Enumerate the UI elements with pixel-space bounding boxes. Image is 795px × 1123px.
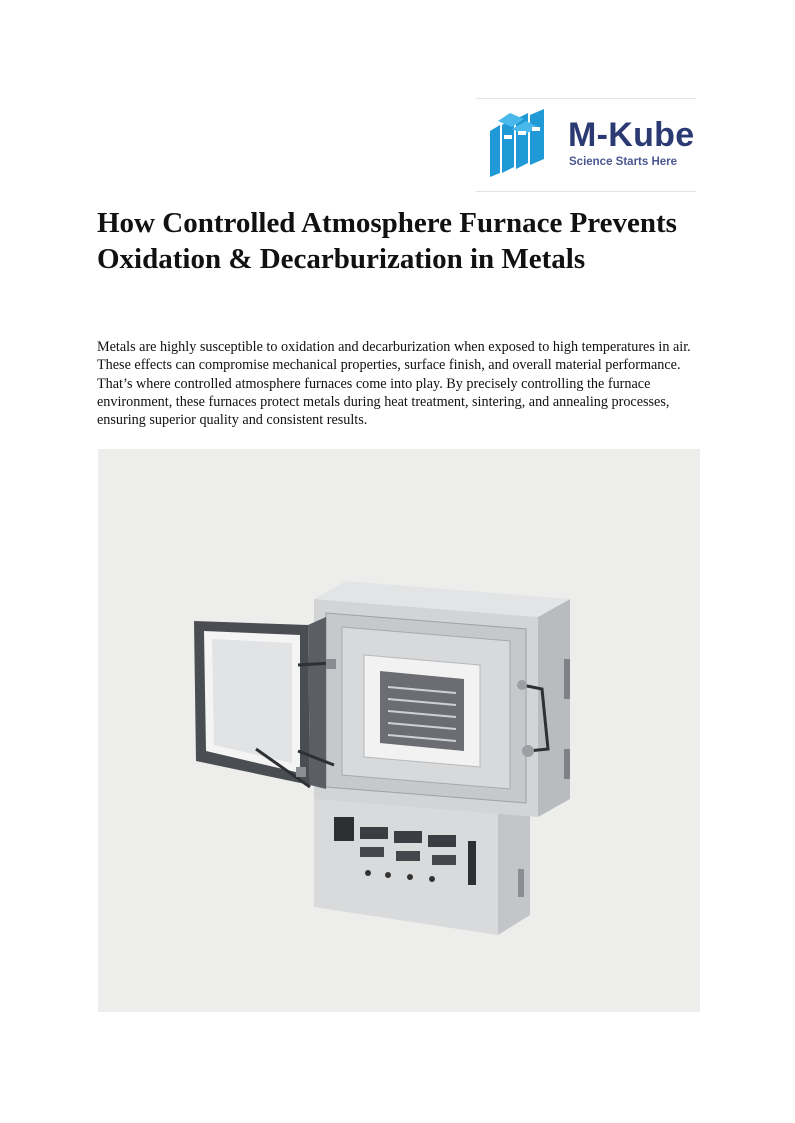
logo-name: M-Kube bbox=[568, 116, 695, 154]
brand-logo bbox=[476, 98, 696, 192]
furnace-illustration bbox=[98, 449, 700, 1012]
control-display-4 bbox=[428, 835, 456, 847]
m-kube-logo-icon bbox=[484, 107, 550, 179]
power-switch bbox=[468, 841, 476, 885]
control-display-2 bbox=[360, 827, 388, 839]
logo-tagline: Science Starts Here bbox=[569, 156, 678, 168]
control-display-1 bbox=[334, 817, 354, 841]
furnace-photo bbox=[98, 449, 700, 1012]
article-title: How Controlled Atmosphere Furnace Prevents Oxidation & Decarburization in Metals bbox=[97, 207, 677, 275]
article-intro: Metals are highly susceptible to oxidation and decarburization when exposed to high temperatures in air. These effects can compromise mechanical properties, surface finish, and overall material performance. That’s where controlled atmosphere furnaces come into play. By precisely controlling the furnace environment, these furnaces protect metals during heat treatment, sintering, and annealing processes, ensuring superior quality and consistent results. bbox=[97, 339, 691, 429]
control-display-3 bbox=[394, 831, 422, 843]
